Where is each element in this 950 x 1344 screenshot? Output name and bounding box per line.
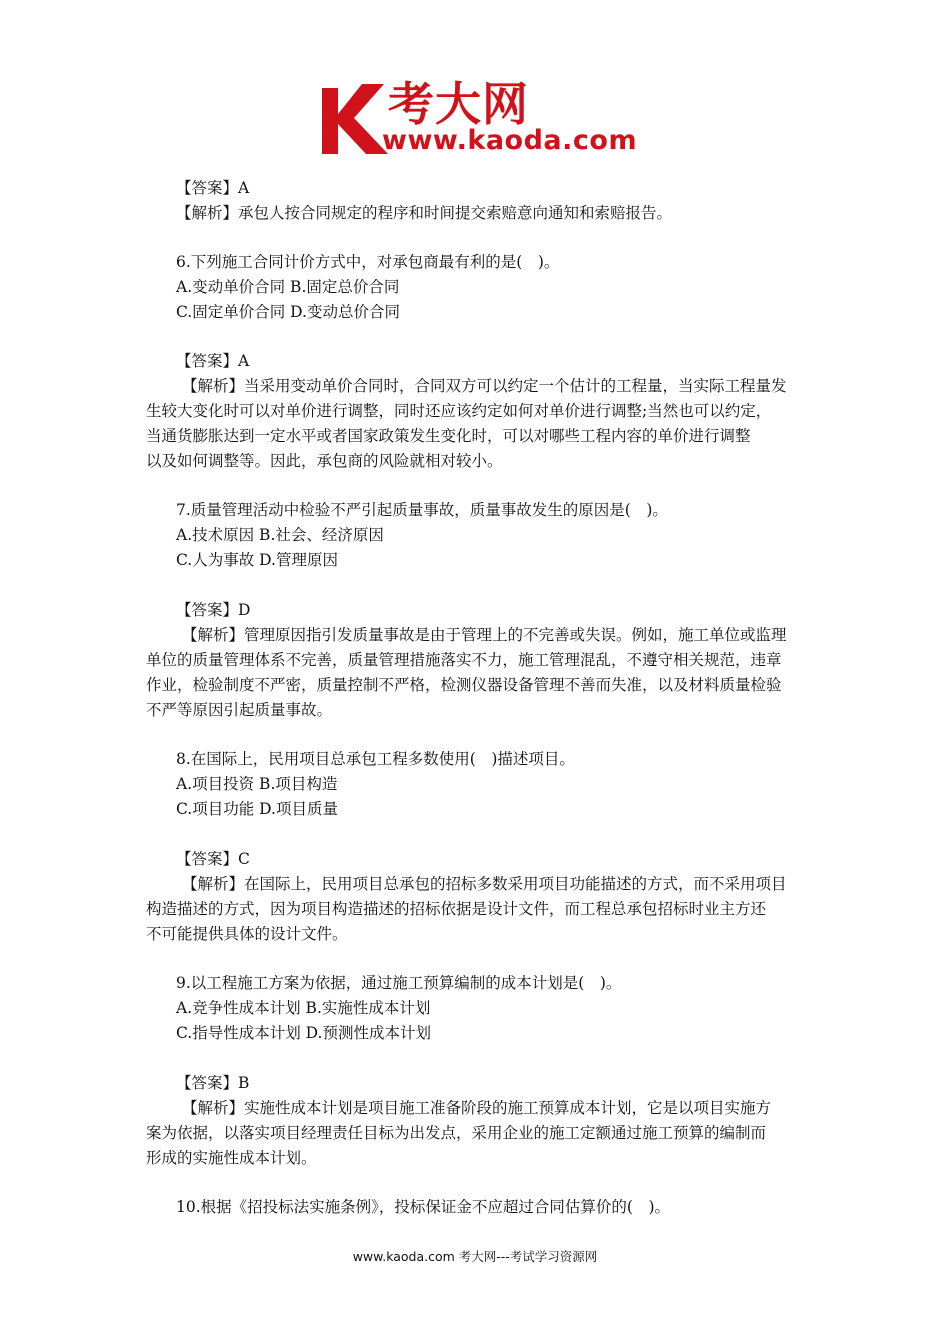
text-line: 【答案】C [176,850,250,868]
text-line: 【答案】B [176,1074,250,1092]
text-line: A.技术原因 B.社会、经济原因 [176,526,384,544]
text-line: 作业，检验制度不严密，质量控制不严格，检测仪器设备管理不善而失准，以及材料质量检验 [146,676,782,694]
text-line: 构造描述的方式，因为项目构造描述的招标依据是设计文件，而工程总承包招标时业主方还 [146,900,767,918]
text-line: 以及如何调整等。因此，承包商的风险就相对较小。 [146,452,503,470]
text-line: 【解析】当采用变动单价合同时，合同双方可以约定一个估计的工程量，当实际工程量发 [182,377,787,395]
text-line: 【答案】A [176,179,250,197]
text-line: 案为依据，以落实项目经理责任目标为出发点，采用企业的施工定额通过施工预算的编制而 [146,1124,767,1142]
text-line: 7.质量管理活动中检验不严引起质量事故，质量事故发生的原因是( )。 [176,501,668,519]
text-line: A.变动单价合同 B.固定总价合同 [176,278,400,296]
page-footer: www.kaoda.com 考大网---考试学习资源网 [352,1249,598,1264]
text-line: 形成的实施性成本计划。 [146,1149,317,1167]
text-line: 【解析】在国际上，民用项目总承包的招标多数采用项目功能描述的方式，而不采用项目 [182,875,787,893]
text-line: A.竞争性成本计划 B.实施性成本计划 [176,999,431,1017]
text-line: 6.下列施工合同计价方式中，对承包商最有利的是( )。 [176,253,560,271]
text-line: 不严等原因引起质量事故。 [146,701,333,719]
text-line: 当通货膨胀达到一定水平或者国家政策发生变化时，可以对哪些工程内容的单价进行调整 [146,427,751,445]
text-line: 【答案】D [176,601,251,619]
k-logo-icon [318,80,388,158]
text-line: C.固定单价合同 D.变动总价合同 [176,303,400,321]
text-line: 不可能提供具体的设计文件。 [146,925,348,943]
text-line: 生较大变化时可以对单价进行调整，同时还应该约定如何对单价进行调整;当然也可以约定， [146,402,772,420]
text-line: C.人为事故 D.管理原因 [176,551,338,569]
text-line: 8.在国际上，民用项目总承包工程多数使用( )描述项目。 [176,750,575,768]
kaoda-logo [318,78,648,160]
text-line: C.项目功能 D.项目质量 [176,800,338,818]
text-line: 9.以工程施工方案为依据，通过施工预算编制的成本计划是( )。 [176,974,622,992]
text-line: 10.根据《招投标法实施条例》，投标保证金不应超过合同估算价的( )。 [176,1198,670,1216]
text-line: A.项目投资 B.项目构造 [176,775,338,793]
logo-url: www.kaoda.com [382,125,638,156]
logo-brand-name: 考大网 [388,77,529,131]
text-line: 【答案】A [176,352,250,370]
text-line: 单位的质量管理体系不完善，质量管理措施落实不力，施工管理混乱，不遵守相关规范，违章 [146,651,782,669]
text-line: 【解析】实施性成本计划是项目施工准备阶段的施工预算成本计划，它是以项目实施方 [182,1099,772,1117]
text-line: 【解析】承包人按合同规定的程序和时间提交索赔意向通知和索赔报告。 [176,204,673,222]
text-line: C.指导性成本计划 D.预测性成本计划 [176,1024,431,1042]
text-line: 【解析】管理原因指引发质量事故是由于管理上的不完善或失误。例如，施工单位或监理 [182,626,787,644]
